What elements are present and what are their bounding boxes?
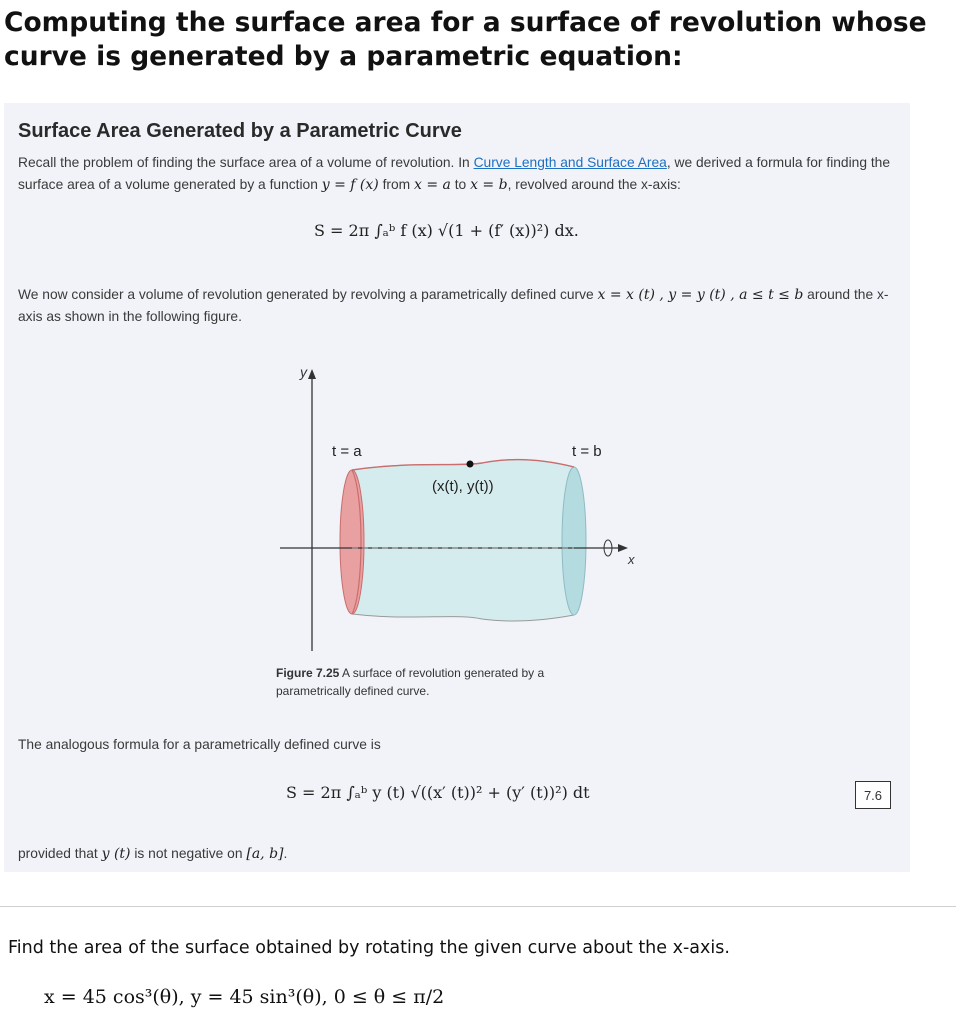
parametric-paragraph <box>18 284 903 328</box>
x-axis-arrow <box>618 544 628 552</box>
para4-text-3: . <box>283 846 288 861</box>
y-axis-label: y <box>300 364 307 380</box>
y-equation: y = 45 sin³(θ), <box>190 986 328 1008</box>
section-title: Surface Area Generated by a Parametric Curve <box>18 120 462 142</box>
figure-caption <box>276 664 586 700</box>
intro-text-2: , we derived a formula for finding the surface area of a volume generated by a function <box>18 155 891 192</box>
page-heading: Computing the surface area for a surface of revolution whose curve is generated by a parametric equation: <box>4 7 927 72</box>
x-equation: x = 45 cos³(θ), <box>44 986 185 1008</box>
equation-number: 7.6 <box>855 781 891 809</box>
textbook-excerpt <box>4 103 910 872</box>
surface-area-formula-function: S = 2π ∫ₐᵇ f (x) √(1 + (f′ (x))²) dx. <box>314 221 579 240</box>
intro-text-5: , revolved around the x-axis: <box>507 177 681 192</box>
given-curve <box>44 986 444 1008</box>
x-axis-label: x <box>628 552 635 567</box>
intro-text-3: from <box>378 177 414 192</box>
parametric-curve-math: x = x (t) , y = y (t) , a ≤ t ≤ b <box>597 287 804 303</box>
intro-text-4: to <box>450 177 471 192</box>
para4-math-2: [a, b] <box>246 846 284 862</box>
section-divider <box>0 906 956 907</box>
intro-to-math: x = b <box>470 177 508 193</box>
t-start-label: t = a <box>332 443 362 460</box>
question-prompt: Find the area of the surface obtained by rotating the given curve about the x-axis. <box>8 938 730 958</box>
caption-text: A surface of revolution generated by a parametrically defined curve. <box>276 666 545 698</box>
para2-text-2: around the x-axis as shown in the following figure. <box>18 287 889 324</box>
intro-function-math: y = f (x) <box>321 177 379 193</box>
t-end-label: t = b <box>572 443 602 460</box>
curve-point <box>467 461 474 468</box>
caption-label: Figure 7.25 <box>276 666 340 680</box>
para4-math-1: y (t) <box>101 846 131 862</box>
curve-length-link[interactable]: Curve Length and Surface Area <box>473 155 667 170</box>
surface-area-formula-parametric: S = 2π ∫ₐᵇ y (t) √((x′ (t))² + (y′ (t))²) dt <box>286 783 590 802</box>
intro-from-math: x = a <box>414 177 451 193</box>
intro-paragraph <box>18 152 903 196</box>
figure-overlay <box>272 363 652 663</box>
point-label: (x(t), y(t)) <box>432 478 494 495</box>
para4-text-2: is not negative on <box>130 846 247 861</box>
intro-text-1: Recall the problem of finding the surface area of a volume of revolution. In <box>18 155 474 170</box>
theta-range: 0 ≤ θ ≤ π/2 <box>333 986 445 1008</box>
provided-paragraph <box>18 843 903 865</box>
analogous-paragraph: The analogous formula for a parametrically defined curve is <box>18 737 381 752</box>
para2-text-1: We now consider a volume of revolution generated by revolving a parametrically defined curve <box>18 287 598 302</box>
para4-text-1: provided that <box>18 846 102 861</box>
